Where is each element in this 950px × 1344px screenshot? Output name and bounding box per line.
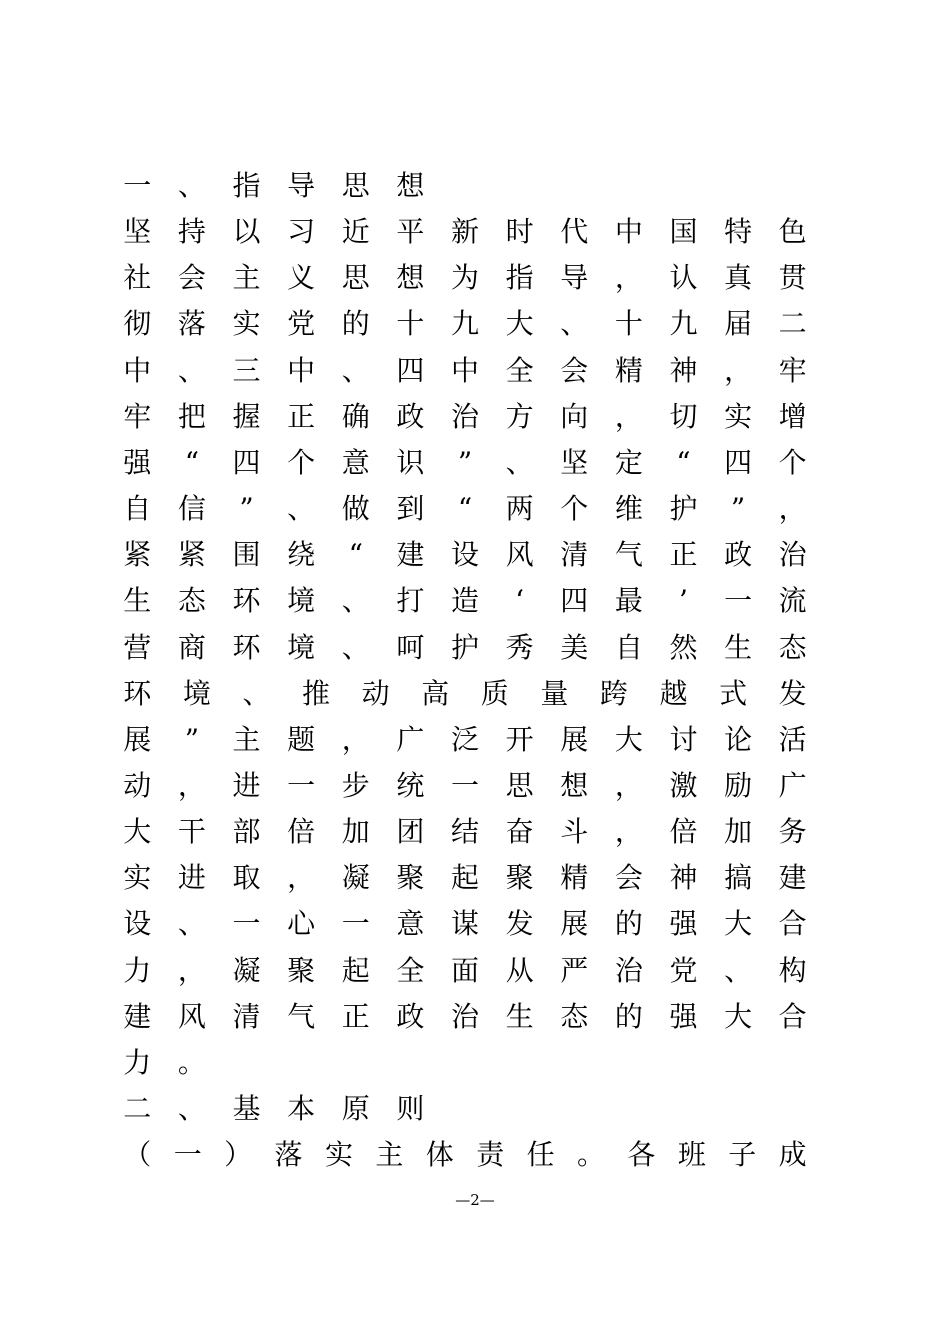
text-char: ”	[239, 492, 254, 526]
text-char: 、	[177, 353, 206, 387]
text-char: 的	[341, 307, 370, 341]
text-line	[110, 1132, 820, 1178]
text-line	[110, 348, 820, 394]
text-line	[110, 855, 820, 901]
text-char: 确	[341, 399, 370, 433]
text-char: 商	[177, 630, 206, 664]
text-char: 全	[505, 353, 534, 387]
text-char: 激	[669, 768, 698, 802]
text-char: 主	[375, 1138, 404, 1172]
text-char: ，	[778, 492, 807, 526]
text-char: 生	[724, 630, 753, 664]
text-char: 党	[287, 307, 316, 341]
text-char: 为	[450, 261, 479, 295]
text-char: 动	[123, 768, 152, 802]
text-char: 环	[232, 584, 261, 618]
text-line	[110, 209, 820, 255]
text-line	[110, 809, 820, 855]
text-char: 则	[396, 1092, 425, 1125]
text-char: 指	[505, 261, 534, 295]
text-char: 以	[232, 215, 261, 249]
text-char: 动	[361, 676, 390, 710]
text-char: 团	[396, 815, 425, 849]
text-line	[110, 163, 820, 209]
text-char: 一	[173, 1138, 202, 1172]
text-char: 进	[177, 861, 206, 895]
text-char: 班	[677, 1138, 706, 1172]
text-char: 生	[123, 584, 152, 618]
text-char: 牢	[778, 353, 807, 387]
text-char: 高	[421, 676, 450, 710]
text-char: 、	[341, 353, 370, 387]
text-char: 凝	[232, 953, 261, 987]
text-char: ，	[724, 353, 753, 387]
text-char: 一	[341, 907, 370, 941]
text-char: 、	[505, 445, 534, 479]
text-char: 持	[177, 215, 206, 249]
text-char: 务	[778, 815, 807, 849]
text-line	[110, 301, 820, 347]
text-char: 届	[724, 307, 753, 341]
text-char: 党	[669, 953, 698, 987]
text-char: 力	[123, 953, 152, 987]
text-line	[110, 948, 820, 994]
text-line	[110, 1086, 820, 1132]
text-line	[110, 486, 820, 532]
text-char: 励	[724, 768, 753, 802]
text-char: 四	[724, 445, 753, 479]
text-char: 合	[778, 907, 807, 941]
text-char: 建	[123, 999, 152, 1033]
text-char: 维	[614, 492, 643, 526]
text-char: 导	[560, 261, 589, 295]
text-char: 大	[724, 907, 753, 941]
text-char: 社	[123, 261, 152, 295]
page-number: —2—	[455, 1191, 495, 1209]
text-char: 境	[287, 584, 316, 618]
text-char: 步	[341, 768, 370, 802]
text-char: 实	[724, 399, 753, 433]
text-line	[110, 1040, 820, 1086]
text-char: 量	[540, 676, 569, 710]
text-char: 平	[396, 215, 425, 249]
text-char: 起	[341, 953, 370, 987]
text-char: 心	[287, 907, 316, 941]
text-char: 正	[341, 999, 370, 1033]
text-char: 责	[476, 1138, 505, 1172]
text-char: 治	[614, 953, 643, 987]
text-char: 坚	[123, 215, 152, 249]
text-char: 时	[505, 215, 534, 249]
text-char: 治	[778, 538, 807, 572]
text-char: 中	[450, 353, 479, 387]
text-char: 坚	[560, 445, 589, 479]
text-char: 想	[560, 768, 589, 802]
text-char: 境	[182, 676, 211, 710]
text-char: 九	[450, 307, 479, 341]
text-char: ”	[457, 445, 473, 479]
text-char: 大	[724, 999, 753, 1033]
text-char: 广	[396, 722, 425, 756]
text-char: 、	[341, 584, 370, 618]
text-char: 正	[287, 399, 316, 433]
text-char: 然	[669, 630, 698, 664]
text-char: 实	[324, 1138, 353, 1172]
text-char: 正	[669, 538, 698, 572]
text-char: 近	[341, 215, 370, 249]
text-char: 倍	[669, 815, 698, 849]
text-char: 奋	[505, 815, 534, 849]
text-char: 代	[560, 215, 589, 249]
text-char: 跨	[599, 676, 628, 710]
text-char: 各	[627, 1138, 656, 1172]
text-char: ，	[177, 953, 206, 987]
text-char: 境	[287, 630, 316, 664]
text-char: 会	[560, 353, 589, 387]
text-char: 一	[287, 768, 316, 802]
text-char: 强	[669, 999, 698, 1033]
text-char: “	[676, 445, 691, 479]
text-char: 导	[287, 169, 316, 202]
text-char: ’	[679, 584, 688, 618]
text-char: 全	[396, 953, 425, 987]
text-char: 神	[669, 353, 698, 387]
text-char: 展	[123, 722, 152, 756]
text-line	[110, 994, 820, 1040]
text-char: 建	[396, 538, 425, 572]
text-char: 主	[232, 722, 261, 756]
text-char: 聚	[396, 861, 425, 895]
text-char: 意	[396, 907, 425, 941]
text-char: 态	[778, 630, 807, 664]
text-char: 、	[177, 907, 206, 941]
text-line	[110, 717, 820, 763]
text-char: 落	[177, 307, 206, 341]
text-char: ）	[224, 1138, 253, 1172]
text-char: 清	[560, 538, 589, 572]
text-char: 一	[724, 584, 753, 618]
text-char: 流	[778, 584, 807, 618]
text-char: 治	[450, 999, 479, 1033]
text-char: 设	[450, 538, 479, 572]
text-char: ，	[177, 768, 206, 802]
text-char: 气	[614, 538, 643, 572]
text-char: 一	[232, 907, 261, 941]
text-char: 政	[396, 999, 425, 1033]
text-char: 增	[778, 399, 807, 433]
text-char: 识	[396, 445, 425, 479]
text-char: 打	[396, 584, 425, 618]
text-char: 四	[560, 584, 589, 618]
text-line	[110, 625, 820, 671]
text-char: 中	[614, 215, 643, 249]
text-char: 政	[724, 538, 753, 572]
text-char: 基	[232, 1092, 261, 1125]
text-line	[110, 394, 820, 440]
text-char: 精	[560, 861, 589, 895]
text-char: 子	[728, 1138, 757, 1172]
text-char: “	[348, 538, 363, 572]
text-char: “	[184, 445, 200, 479]
text-line	[110, 578, 820, 624]
text-char: 聚	[287, 953, 316, 987]
text-char: 展	[560, 907, 589, 941]
text-char: 结	[450, 815, 479, 849]
text-char: 意	[341, 445, 370, 479]
text-char: 、	[177, 169, 206, 202]
text-char: 想	[396, 261, 425, 295]
text-char: 成	[778, 1138, 807, 1172]
text-line	[110, 532, 820, 578]
text-char: 原	[341, 1092, 370, 1125]
text-char: 政	[396, 399, 425, 433]
text-char: 发	[778, 676, 807, 710]
text-char: 彻	[123, 307, 152, 341]
text-char: 活	[778, 722, 807, 756]
text-char: 紧	[177, 538, 206, 572]
text-char: 营	[123, 630, 152, 664]
text-char: 态	[560, 999, 589, 1033]
text-char: 呵	[396, 630, 425, 664]
text-char: 广	[778, 768, 807, 802]
text-char: 凝	[341, 861, 370, 895]
text-char: 任	[526, 1138, 555, 1172]
text-line	[110, 901, 820, 947]
text-char: 治	[450, 399, 479, 433]
text-char: 自	[614, 630, 643, 664]
text-char: 做	[341, 492, 370, 526]
text-char: 。	[577, 1138, 606, 1172]
text-char: 一	[450, 768, 479, 802]
text-char: 二	[778, 307, 807, 341]
text-char: ，	[341, 722, 370, 756]
text-char: 习	[287, 215, 316, 249]
text-char: 讨	[669, 722, 698, 756]
text-char: 握	[232, 399, 261, 433]
text-char: 自	[123, 492, 152, 526]
text-char: 义	[287, 261, 316, 295]
text-char: ，	[614, 815, 643, 849]
text-char: 紧	[123, 538, 152, 572]
text-char: 构	[778, 953, 807, 987]
text-char: 本	[287, 1092, 316, 1125]
text-char: 体	[425, 1138, 454, 1172]
text-char: 围	[232, 538, 261, 572]
text-char: 指	[232, 169, 261, 202]
text-char: 取	[232, 861, 261, 895]
text-char: 四	[232, 445, 261, 479]
text-char: ”	[730, 492, 746, 526]
text-char: 绕	[287, 538, 316, 572]
text-char: ”	[184, 722, 200, 756]
text-char: 到	[396, 492, 425, 526]
text-char: 思	[341, 261, 370, 295]
text-char: 题	[287, 722, 316, 756]
text-char: 特	[724, 215, 753, 249]
text-char: “	[457, 492, 473, 526]
text-char: 合	[778, 999, 807, 1033]
text-char: 部	[232, 815, 261, 849]
text-char: 最	[614, 584, 643, 618]
text-char: 个	[560, 492, 589, 526]
text-char: ，	[614, 399, 643, 433]
text-char: 新	[450, 215, 479, 249]
text-char: 、	[287, 492, 316, 526]
text-char: （	[123, 1138, 152, 1172]
text-char: 一	[123, 169, 152, 202]
text-char: 思	[341, 169, 370, 202]
text-char: 力	[123, 1045, 152, 1079]
text-char: 把	[177, 399, 206, 433]
text-line	[110, 255, 820, 301]
text-char: 认	[669, 261, 698, 295]
text-char: 贯	[778, 261, 807, 295]
text-char: 斗	[560, 815, 589, 849]
text-char: 风	[505, 538, 534, 572]
text-char: 越	[659, 676, 688, 710]
text-char: 质	[480, 676, 509, 710]
text-char: ，	[614, 261, 643, 295]
text-char: 、	[560, 307, 589, 341]
text-char: 二	[123, 1092, 152, 1125]
text-char: 实	[232, 307, 261, 341]
text-char: 聚	[505, 861, 534, 895]
text-char: 起	[450, 861, 479, 895]
text-char: 思	[505, 768, 534, 802]
text-char: 会	[614, 861, 643, 895]
text-char: 中	[287, 353, 316, 387]
text-char: 干	[177, 815, 206, 849]
text-char: 搞	[724, 861, 753, 895]
text-char: 开	[505, 722, 534, 756]
text-char: ，	[287, 861, 316, 895]
text-char: 十	[396, 307, 425, 341]
text-char: 、	[242, 676, 271, 710]
text-char: 个	[778, 445, 807, 479]
text-char: 发	[505, 907, 534, 941]
text-char: 强	[669, 907, 698, 941]
text-char: 护	[450, 630, 479, 664]
text-char: 严	[560, 953, 589, 987]
text-char: 从	[505, 953, 534, 987]
text-char: 加	[341, 815, 370, 849]
text-char: 国	[669, 215, 698, 249]
text-char: 风	[177, 999, 206, 1033]
text-char: 两	[505, 492, 534, 526]
text-char: 主	[232, 261, 261, 295]
text-char: 神	[669, 861, 698, 895]
text-char: 的	[614, 999, 643, 1033]
text-char: 大	[505, 307, 534, 341]
text-char: 谋	[450, 907, 479, 941]
text-char: 清	[232, 999, 261, 1033]
text-char: 进	[232, 768, 261, 802]
text-char: 美	[560, 630, 589, 664]
text-char: 倍	[287, 815, 316, 849]
text-char: 向	[560, 399, 589, 433]
text-char: 泛	[450, 722, 479, 756]
text-char: 落	[274, 1138, 303, 1172]
text-char: 牢	[123, 399, 152, 433]
text-char: 色	[778, 215, 807, 249]
text-char: 十	[614, 307, 643, 341]
text-char: 大	[123, 815, 152, 849]
text-char: 护	[669, 492, 698, 526]
text-char: 真	[724, 261, 753, 295]
text-char: 、	[341, 630, 370, 664]
text-char: 强	[123, 445, 152, 479]
text-char: 四	[396, 353, 425, 387]
text-line	[110, 763, 820, 809]
text-char: 精	[614, 353, 643, 387]
text-char: 信	[177, 492, 206, 526]
text-char: 、	[177, 1092, 206, 1125]
text-char: 式	[719, 676, 748, 710]
text-char: 气	[287, 999, 316, 1033]
text-char: 会	[177, 261, 206, 295]
text-char: 方	[505, 399, 534, 433]
text-char: 设	[123, 907, 152, 941]
text-char: 态	[177, 584, 206, 618]
text-char: 论	[724, 722, 753, 756]
text-char: 九	[669, 307, 698, 341]
text-char: 、	[724, 953, 753, 987]
text-char: 切	[669, 399, 698, 433]
text-char: 面	[450, 953, 479, 987]
text-char: 。	[177, 1045, 206, 1079]
text-char: 推	[302, 676, 331, 710]
text-char: 的	[614, 907, 643, 941]
text-char: 中	[123, 353, 152, 387]
text-char: 环	[232, 630, 261, 664]
text-char: 个	[287, 445, 316, 479]
text-char: 实	[123, 861, 152, 895]
text-char: 加	[724, 815, 753, 849]
text-char: 生	[505, 999, 534, 1033]
text-char: 环	[123, 676, 152, 710]
text-char: 秀	[505, 630, 534, 664]
text-line	[110, 671, 820, 717]
text-char: 定	[614, 445, 643, 479]
text-line	[110, 440, 820, 486]
text-char: 展	[560, 722, 589, 756]
text-char: ，	[614, 768, 643, 802]
text-char: 统	[396, 768, 425, 802]
text-char: 建	[778, 861, 807, 895]
text-char: 造	[450, 584, 479, 618]
text-char: 三	[232, 353, 261, 387]
text-char: 想	[396, 169, 425, 202]
text-char: 大	[614, 722, 643, 756]
text-char: ‘	[515, 584, 525, 618]
